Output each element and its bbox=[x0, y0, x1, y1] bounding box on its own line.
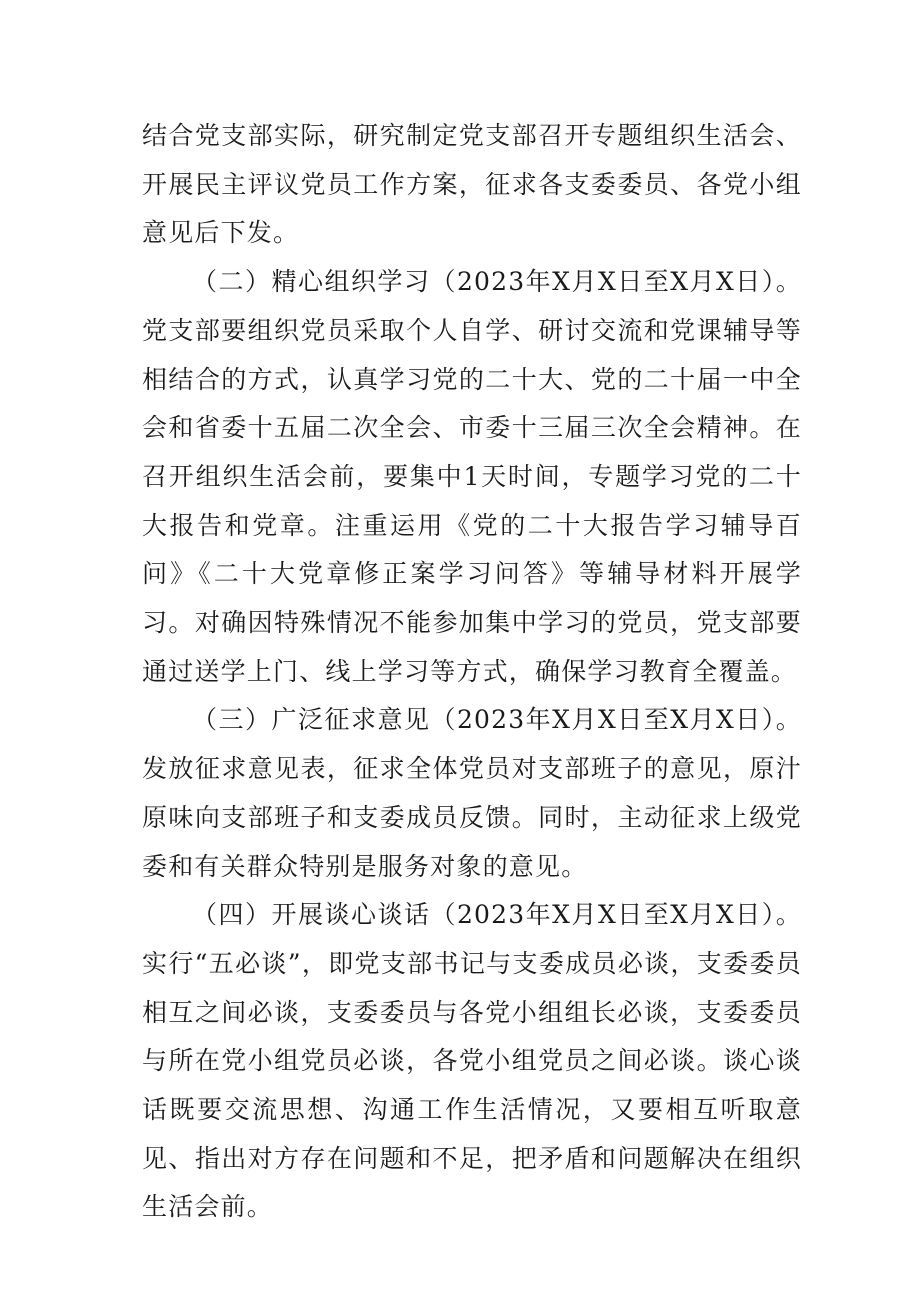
paragraph-work-plan: 结合党支部实际，研究制定党支部召开专题组织生活会、开展民主评议党员工作方案，征求各支委委员、各党小组意见后下发。 bbox=[142, 121, 802, 248]
paragraph-study: （二）精心组织学习（2023年X月X日至X月X日）。党支部要组织党员采取个人自学、研讨交流和党课辅导等相结合的方式，认真学习党的二十大、党的二十届一中全会和省委十五届二次全会、市委十三届三次全会精神。在召开组织生活会前，要集中1天时间，专题学习党的二十大报告和党章。注重运用《党的二十大报告学习辅导百问》《二十大党章修正案学习问答》等辅导材料开展学习。对确因特殊情况不能参加集中学习的党员，党支部要通过送学上门、线上学习等方式，确保学习教育全覆盖。 bbox=[142, 267, 802, 686]
paragraph-opinions: （三）广泛征求意见（2023年X月X日至X月X日）。发放征求意见表，征求全体党员对支部班子的意见，原汁原味向支部班子和支委成员反馈。同时，主动征求上级党委和有关群众特别是服务对象的意见。 bbox=[142, 705, 802, 881]
paragraph-heart-to-heart-talks: （四）开展谈心谈话（2023年X月X日至X月X日）。实行“五必谈”，即党支部书记与支委成员必谈，支委委员相互之间必谈，支委委员与各党小组组长必谈，支委委员与所在党小组党员必谈，各党小组党员之间必谈。谈心谈话既要交流思想、沟通工作生活情况，又要相互听取意见、指出对方存在问题和不足，把矛盾和问题解决在组织生活会前。 bbox=[142, 900, 802, 1222]
document-body bbox=[142, 112, 802, 1232]
